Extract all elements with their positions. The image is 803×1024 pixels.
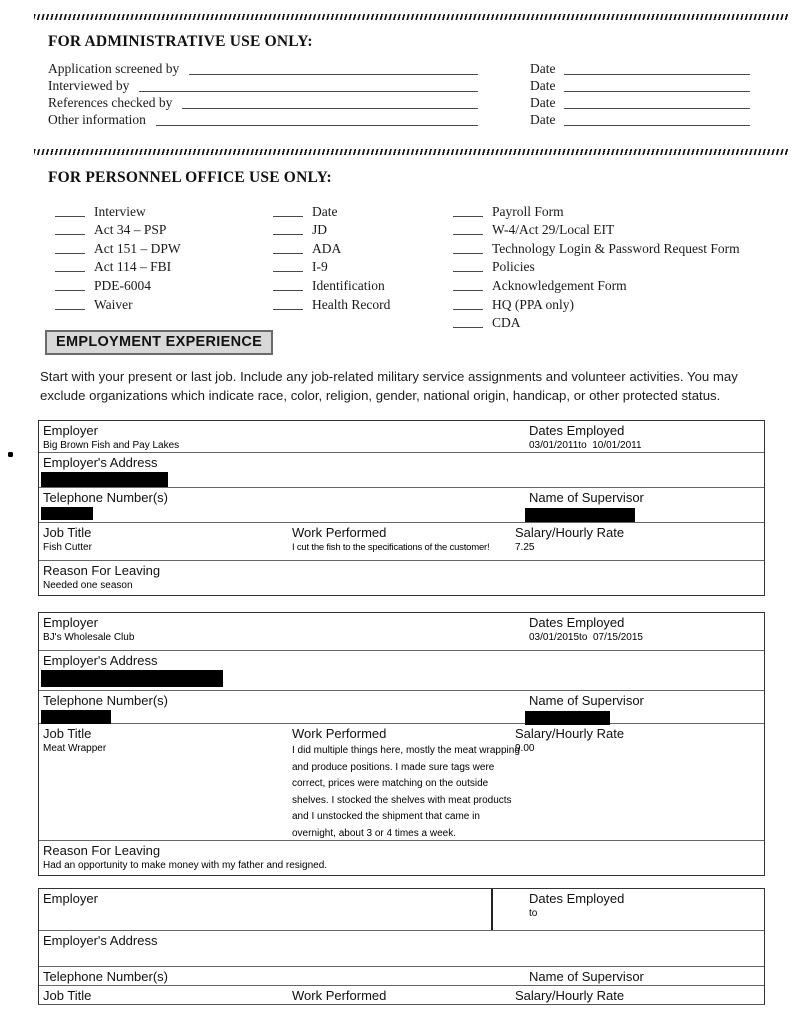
supervisor-label: Name of Supervisor: [529, 693, 644, 708]
admin-row-application-screened: [48, 60, 755, 77]
date-fill-line: [564, 108, 750, 109]
work-performed-label: Work Performed: [292, 988, 387, 1003]
reason-value: Needed one season: [43, 580, 133, 591]
checklist-item: [273, 238, 390, 257]
admin-row-other-info: [48, 111, 755, 128]
reason-label: Reason For Leaving: [43, 843, 161, 858]
redaction-bar: [41, 670, 223, 687]
supervisor-label: Name of Supervisor: [529, 490, 644, 505]
dates-employed-label: Dates Employed: [529, 423, 625, 438]
redaction-bar: [525, 508, 635, 522]
checklist-item: [453, 201, 740, 220]
admin-row-label: References checked by: [48, 95, 173, 110]
date-label: Date: [530, 112, 556, 127]
admin-row-interviewed: [48, 77, 755, 94]
checklist-item-label: Act 34 – PSP: [94, 222, 167, 238]
telephone-supervisor-row: [39, 691, 764, 724]
salary-value: 7.25: [515, 542, 535, 553]
checklist-item-label: JD: [312, 222, 328, 238]
cell-divider-line: [491, 889, 493, 930]
checklist-item: [55, 220, 181, 239]
supervisor-label: Name of Supervisor: [529, 969, 644, 984]
job-title-row: [39, 523, 764, 561]
checklist-blank-line: [453, 290, 483, 291]
checklist-blank-line: [55, 309, 85, 310]
checklist-item-label: Act 151 – DPW: [94, 240, 181, 256]
employer-address-row: [39, 931, 764, 967]
salary-value: 9.00: [515, 743, 535, 754]
redaction-bar: [41, 507, 93, 520]
checklist-item: [55, 201, 181, 220]
checklist-item: [55, 238, 181, 257]
checklist-blank-line: [273, 216, 303, 217]
checklist-item: [453, 257, 740, 276]
reason-row: [39, 561, 764, 595]
admin-row-references: [48, 94, 755, 111]
employment-table-1: [38, 420, 765, 596]
employer-address-label: Employer's Address: [43, 653, 158, 668]
checklist-item: [453, 313, 740, 332]
job-title-value: Fish Cutter: [43, 542, 92, 553]
checklist-item-label: HQ (PPA only): [492, 296, 575, 312]
job-title-label: Job Title: [43, 726, 92, 741]
job-title-row: [39, 986, 764, 1004]
dates-employed-value: to: [529, 908, 538, 919]
employer-label: Employer: [43, 615, 98, 630]
checklist-item-label: Payroll Form: [492, 203, 564, 219]
checklist-blank-line: [453, 253, 483, 254]
dates-employed-label: Dates Employed: [529, 891, 625, 906]
scan-artifact-dot: [8, 452, 13, 457]
admin-row-label: Interviewed by: [48, 78, 130, 93]
checklist-item: [55, 294, 181, 313]
employer-label: Employer: [43, 423, 98, 438]
reason-row: [39, 841, 764, 875]
employer-address-row: [39, 453, 764, 488]
admin-row-label: Other information: [48, 112, 146, 127]
checklist-item-label: Identification: [312, 277, 385, 293]
checklist-blank-line: [453, 234, 483, 235]
employer-address-row: [39, 651, 764, 691]
reason-label: Reason For Leaving: [43, 563, 161, 578]
fill-line: [189, 61, 478, 75]
date-fill-line: [564, 91, 750, 92]
checklist-item-label: Policies: [492, 259, 535, 275]
telephone-label: Telephone Number(s): [43, 969, 169, 984]
checklist-item-label: Acknowledgement Form: [492, 277, 627, 293]
fill-line: [182, 95, 478, 109]
date-fill-line: [564, 125, 750, 126]
employer-row: [39, 613, 764, 651]
personnel-section-title: FOR PERSONNEL OFFICE USE ONLY:: [48, 169, 332, 186]
checklist-item: [273, 220, 390, 239]
checklist-blank-line: [273, 271, 303, 272]
checklist-item: [273, 275, 390, 294]
checklist-item: [273, 294, 390, 313]
job-title-label: Job Title: [43, 988, 92, 1003]
dates-employed-label: Dates Employed: [529, 615, 625, 630]
telephone-supervisor-row: [39, 967, 764, 986]
admin-section-title: FOR ADMINISTRATIVE USE ONLY:: [48, 33, 313, 50]
checklist-item-label: CDA: [492, 315, 521, 331]
checklist-item-label: Date: [312, 203, 338, 219]
checklist-item-label: Technology Login & Password Request Form: [492, 240, 740, 256]
dates-employed-value: 03/01/2011to 10/01/2011: [529, 440, 642, 451]
checklist-blank-line: [55, 271, 85, 272]
employer-address-label: Employer's Address: [43, 455, 158, 470]
checklist-blank-line: [273, 253, 303, 254]
checklist-item: [453, 294, 740, 313]
checklist-item: [453, 275, 740, 294]
salary-label: Salary/Hourly Rate: [515, 726, 625, 741]
checklist-item: [453, 238, 740, 257]
employer-address-label: Employer's Address: [43, 933, 158, 948]
employment-table-3: [38, 888, 765, 1005]
hatched-divider-top: [34, 14, 788, 20]
salary-label: Salary/Hourly Rate: [515, 525, 625, 540]
salary-label: Salary/Hourly Rate: [515, 988, 625, 1003]
telephone-label: Telephone Number(s): [43, 693, 169, 708]
checklist-item: [453, 220, 740, 239]
redaction-bar: [41, 472, 168, 487]
telephone-label: Telephone Number(s): [43, 490, 169, 505]
checklist-item-label: Interview: [94, 203, 146, 219]
checklist-item-label: Act 114 – FBI: [94, 259, 172, 275]
work-performed-value: I cut the fish to the specifications of the customer!: [292, 542, 490, 553]
checklist-blank-line: [55, 234, 85, 235]
redaction-bar: [525, 711, 610, 725]
employer-value: Big Brown Fish and Pay Lakes: [43, 440, 180, 451]
checklist-column-3: [453, 201, 740, 331]
fill-line: [156, 112, 478, 126]
checklist-blank-line: [273, 234, 303, 235]
job-title-row: [39, 724, 764, 841]
checklist-item-label: Waiver: [94, 296, 133, 312]
work-performed-label: Work Performed: [292, 726, 387, 741]
checklist-column-1: [55, 201, 181, 313]
checklist-blank-line: [453, 271, 483, 272]
employer-value: BJ's Wholesale Club: [43, 632, 135, 643]
personnel-checklist: [0, 201, 803, 331]
date-label: Date: [530, 78, 556, 93]
checklist-item: [273, 201, 390, 220]
employer-row: [39, 421, 764, 453]
employment-table-2: [38, 612, 765, 876]
checklist-blank-line: [55, 253, 85, 254]
job-title-value: Meat Wrapper: [43, 743, 107, 754]
redaction-bar: [41, 710, 111, 724]
checklist-item: [273, 257, 390, 276]
employer-label: Employer: [43, 891, 98, 906]
date-label: Date: [530, 95, 556, 110]
date-fill-line: [564, 74, 750, 75]
checklist-blank-line: [55, 290, 85, 291]
admin-section: [48, 60, 755, 128]
checklist-item-label: W-4/Act 29/Local EIT: [492, 222, 615, 238]
checklist-blank-line: [453, 309, 483, 310]
checklist-item: [55, 257, 181, 276]
checklist-blank-line: [273, 290, 303, 291]
checklist-item: [55, 275, 181, 294]
checklist-item-label: Health Record: [312, 296, 391, 312]
hatched-divider-middle: [34, 149, 788, 155]
checklist-item-label: I-9: [312, 259, 328, 275]
checklist-blank-line: [453, 216, 483, 217]
checklist-item-label: PDE-6004: [94, 277, 151, 293]
reason-value: Had an opportunity to make money with my father and resigned.: [43, 860, 328, 871]
dates-employed-value: 03/01/2015to 07/15/2015: [529, 632, 643, 643]
employment-instructions: Start with your present or last job. Include any job-related military service assignments and volunteer activities. You may exclude organizations which indicate race, color, religion, gender, national origin, handicap, or other protected status.: [40, 369, 738, 404]
fill-line: [139, 78, 478, 92]
checklist-blank-line: [453, 327, 483, 328]
admin-row-label: Application screened by: [48, 61, 180, 76]
date-label: Date: [530, 61, 556, 76]
job-title-label: Job Title: [43, 525, 92, 540]
work-performed-value: I did multiple things here, mostly the meat wrapping and produce positions. I made sure tags were correct, prices were matching on the outside shelves. I stocked the shelves with meat products and I unstocked the shipment that came in overnight, about 3 or 4 times a week.: [292, 745, 520, 839]
checklist-blank-line: [55, 216, 85, 217]
telephone-supervisor-row: [39, 488, 764, 523]
employer-row: [39, 889, 764, 931]
employment-experience-header: EMPLOYMENT EXPERIENCE: [45, 330, 273, 355]
checklist-item-label: ADA: [312, 240, 342, 256]
checklist-blank-line: [273, 309, 303, 310]
work-performed-label: Work Performed: [292, 525, 387, 540]
checklist-column-2: [273, 201, 390, 313]
